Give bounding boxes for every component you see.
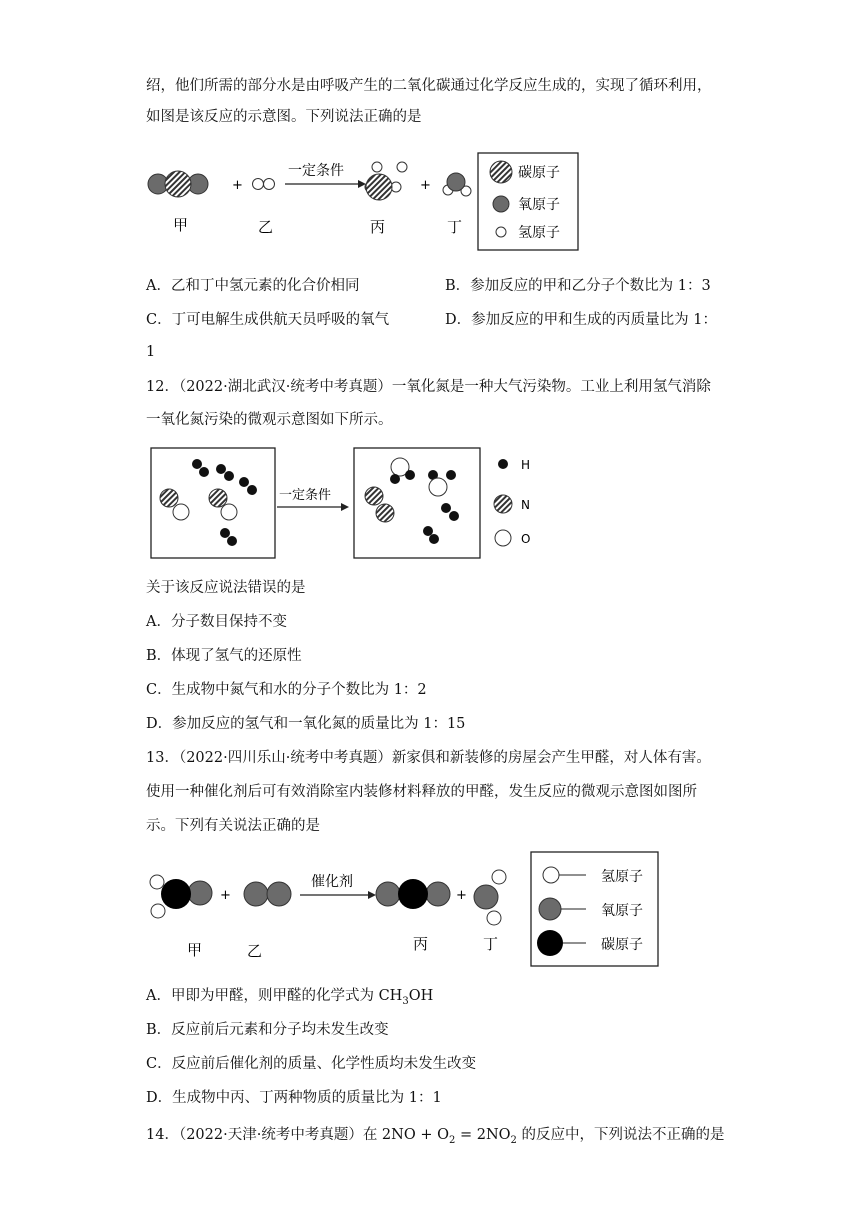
plus-2: + [420,178,431,193]
q13-option-a[interactable] [146,986,433,1012]
q12-option-b[interactable]: B．体现了氢气的还原性 [146,648,302,664]
label-jia: 甲 [173,216,189,234]
legend-carbon: 碳原子 [518,165,560,181]
q11-condition: 一定条件 [288,163,344,179]
q12-condition: 一定条件 [279,488,332,503]
q13-option-b[interactable]: B．反应前后元素和分子均未发生改变 [146,1022,389,1038]
q12-legend-n: N [521,498,530,512]
q12-diagram [145,443,545,563]
h2-molecule [253,179,275,190]
q12-option-c[interactable]: C．生成物中氮气和水的分子个数比为 1：2 [146,682,427,698]
o2-molecule [244,882,291,906]
q11-option-c[interactable]: C．丁可电解生成供航天员呼吸的氧气 [146,312,390,328]
q12-legend-o: O [521,532,531,546]
q13-stem-line1: 13．（2022·四川乐山·统考中考真题）新家俱和新装修的房屋会产生甲醛，对人体有害。 [146,750,711,766]
ch4-molecule [365,162,407,200]
label-ding: 丁 [447,218,463,236]
q13-option-a-pre: A．甲即为甲醛，则甲醛的化学式为 CH [146,988,403,1004]
q11-option-b[interactable]: B．参加反应的甲和乙分子个数比为 1：3 [445,278,711,294]
q13-legend-carbon: 碳原子 [601,937,643,953]
q13-stem-line2: 使用一种催化剂后可有效消除室内装修材料释放的甲醛，发生反应的微观示意图如图所 [146,784,697,800]
q11-diagram [140,148,590,256]
label-yi: 乙 [258,218,274,236]
h2o-molecule [443,173,471,196]
q13-option-c[interactable]: C．反应前后催化剂的质量、化学性质均未发生改变 [146,1056,477,1072]
q13-condition: 催化剂 [311,874,353,890]
q13-label-jia: 甲 [187,941,203,959]
q12-option-d[interactable]: D．参加反应的氢气和一氧化氮的质量比为 1：15 [146,716,466,732]
q12-stem-line2: 一氧化氮污染的微观示意图如下所示。 [146,412,393,428]
q11-option-a[interactable]: A．乙和丁中氢元素的化合价相同 [146,278,360,294]
q13-stem-line3: 示。下列有关说法正确的是 [146,818,320,834]
q11-intro-line1: 绍，他们所需的部分水是由呼吸产生的二氧化碳通过化学反应生成的，实现了循环利用， [146,78,712,94]
q13-plus-2: + [456,888,467,903]
hcho-molecule [150,875,212,918]
q14-stem-mid: = 2NO [455,1127,511,1143]
label-bing: 丙 [370,218,386,236]
q11-option-d-cont: 1 [146,344,156,360]
q13-option-a-sub: 3 [402,995,409,1007]
q12-stem-line1: 12．（2022·湖北武汉·统考中考真题）一氧化氮是一种大气污染物。工业上利用氢气消除 [146,379,711,395]
q13-plus-1: + [220,888,231,903]
q13-legend-oxygen: 氧原子 [601,903,643,919]
q13-label-bing: 丙 [413,935,429,953]
q13-label-ding: 丁 [483,935,499,953]
q13-diagram [140,848,665,973]
legend-hydrogen: 氢原子 [518,225,560,241]
q13-label-yi: 乙 [247,942,263,960]
q12-option-a[interactable]: A．分子数目保持不变 [146,614,287,630]
q14-stem-post: 的反应中，下列说法不正确的是 [516,1127,725,1143]
q13-option-d[interactable]: D．生成物中丙、丁两种物质的质量比为 1：1 [146,1090,442,1106]
q13-legend-hydrogen: 氢原子 [601,869,643,885]
q11-option-d[interactable]: D．参加反应的甲和生成的丙质量比为 1： [445,312,717,328]
q12-legend-h: H [521,458,531,472]
q14-sub-2: 2 [510,1134,517,1146]
co2-molecule [148,171,208,197]
co2-product [376,879,450,909]
q13-option-a-post: OH [408,988,434,1004]
q14-sub-1: 2 [448,1134,456,1146]
q14-stem-pre: 14．（2022·天津·统考中考真题）在 2NO + O [146,1127,449,1143]
plus-1: + [232,178,243,193]
q11-intro-line2: 如图是该反应的示意图。下列说法正确的是 [146,109,422,125]
q14-stem [146,1125,725,1151]
q12-question: 关于该反应说法错误的是 [146,580,306,596]
legend-oxygen: 氧原子 [518,197,560,213]
h2o-product [474,870,506,925]
